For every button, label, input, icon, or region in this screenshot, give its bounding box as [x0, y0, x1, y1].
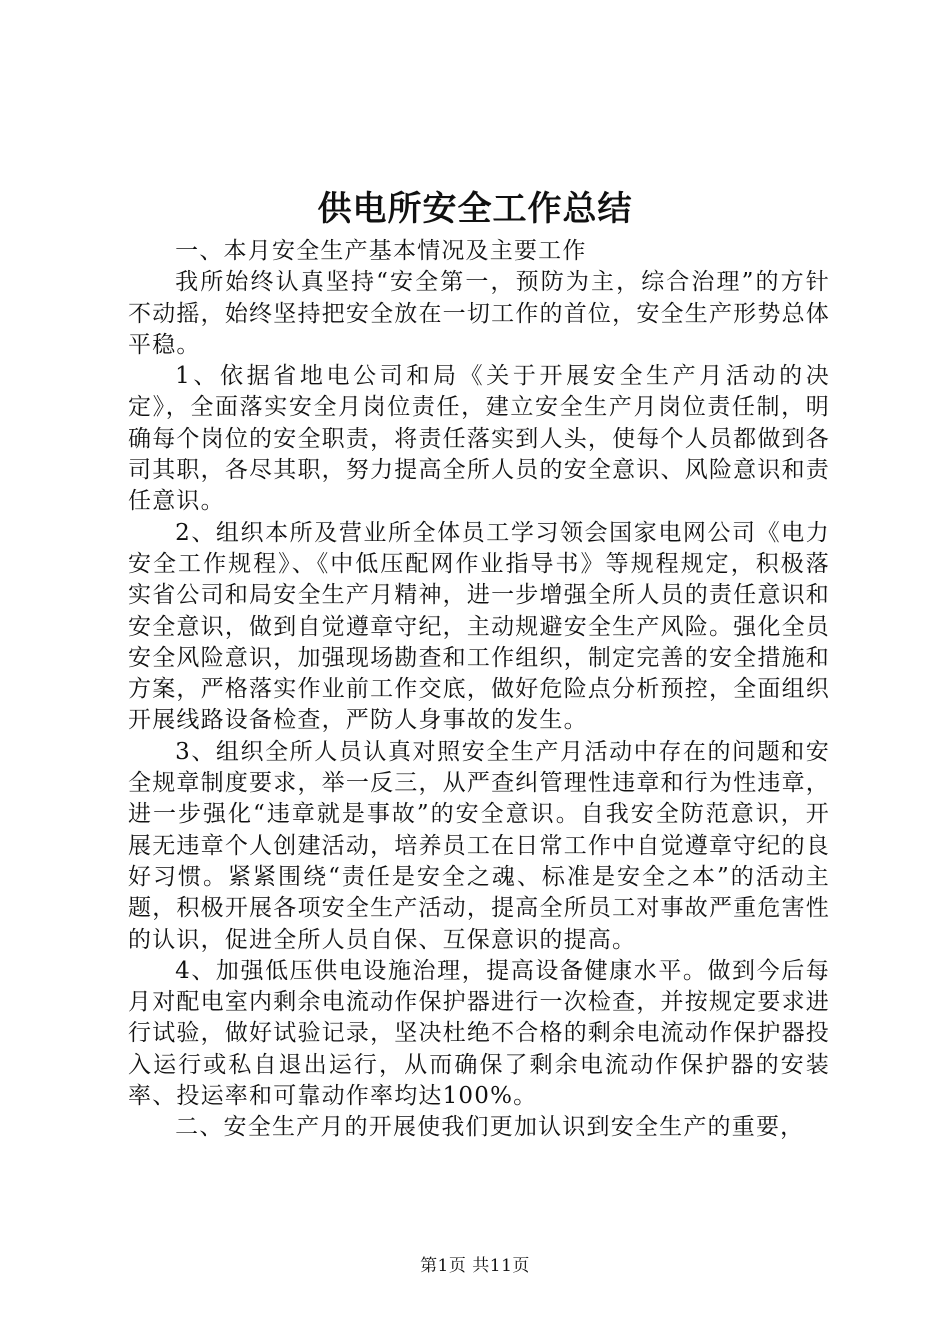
page-number: 第1页 共11页 — [420, 1256, 530, 1276]
section-heading-2: 二、安全生产月的开展使我们更加认识到安全生产的重要， — [175, 1114, 805, 1141]
paragraph-item-2: 2、组织本所及营业所全体员工学习领会国家电网公司《电力安全工作规程》、《中低压配网作业指导书》等规程规定，积极落实省公司和局安全生产月精神，进一步增强全所人员的责任意识和安全意识，做到自觉遵章守纪，主动规避安全生产风险。强化全员安全风险意识，加强现场勘查和工作组织，制定完善的安全措施和方案，严格落实作业前工作交底，做好危险点分析预控，全面组织开展线路设备检查，严防人身事故的发生。 — [128, 519, 830, 734]
paragraph-intro: 我所始终认真坚持“安全第一，预防为主，综合治理”的方针不动摇，始终坚持把安全放在一切工作的首位，安全生产形势总体平稳。 — [128, 269, 830, 358]
document-body — [128, 236, 830, 1144]
document-title: 供电所安全工作总结 — [317, 189, 633, 229]
paragraph-item-3: 3、组织全所人员认真对照安全生产月活动中存在的问题和安全规章制度要求，举一反三，从严查纠管理性违章和行为性违章，进一步强化“违章就是事故”的安全意识。自我安全防范意识，开展无违章个人创建活动，培养员工在日常工作中自觉遵章守纪的良好习惯。紧紧围绕“责任是安全之魂、标准是安全之本”的活动主题，积极开展各项安全生产活动，提高全所员工对事故严重危害性的认识，促进全所人员自保、互保意识的提高。 — [128, 738, 830, 953]
section-heading-1: 一、本月安全生产基本情况及主要工作 — [175, 238, 587, 264]
paragraph-item-1: 1、依据省地电公司和局《关于开展安全生产月活动的决定》，全面落实安全月岗位责任，建立安全生产月岗位责任制，明确每个岗位的安全职责，将责任落实到人头，使每个人员都做到各司其职，各尽其职，努力提高全所人员的安全意识、风险意识和责任意识。 — [128, 363, 830, 515]
paragraph-item-4: 4、加强低压供电设施治理，提高设备健康水平。做到今后每月对配电室内剩余电流动作保护器进行一次检查，并按规定要求进行试验，做好试验记录，坚决杜绝不合格的剩余电流动作保护器投入运行或私自退出运行，从而确保了剩余电流动作保护器的安装率、投运率和可靠动作率均达100%。 — [128, 957, 830, 1110]
